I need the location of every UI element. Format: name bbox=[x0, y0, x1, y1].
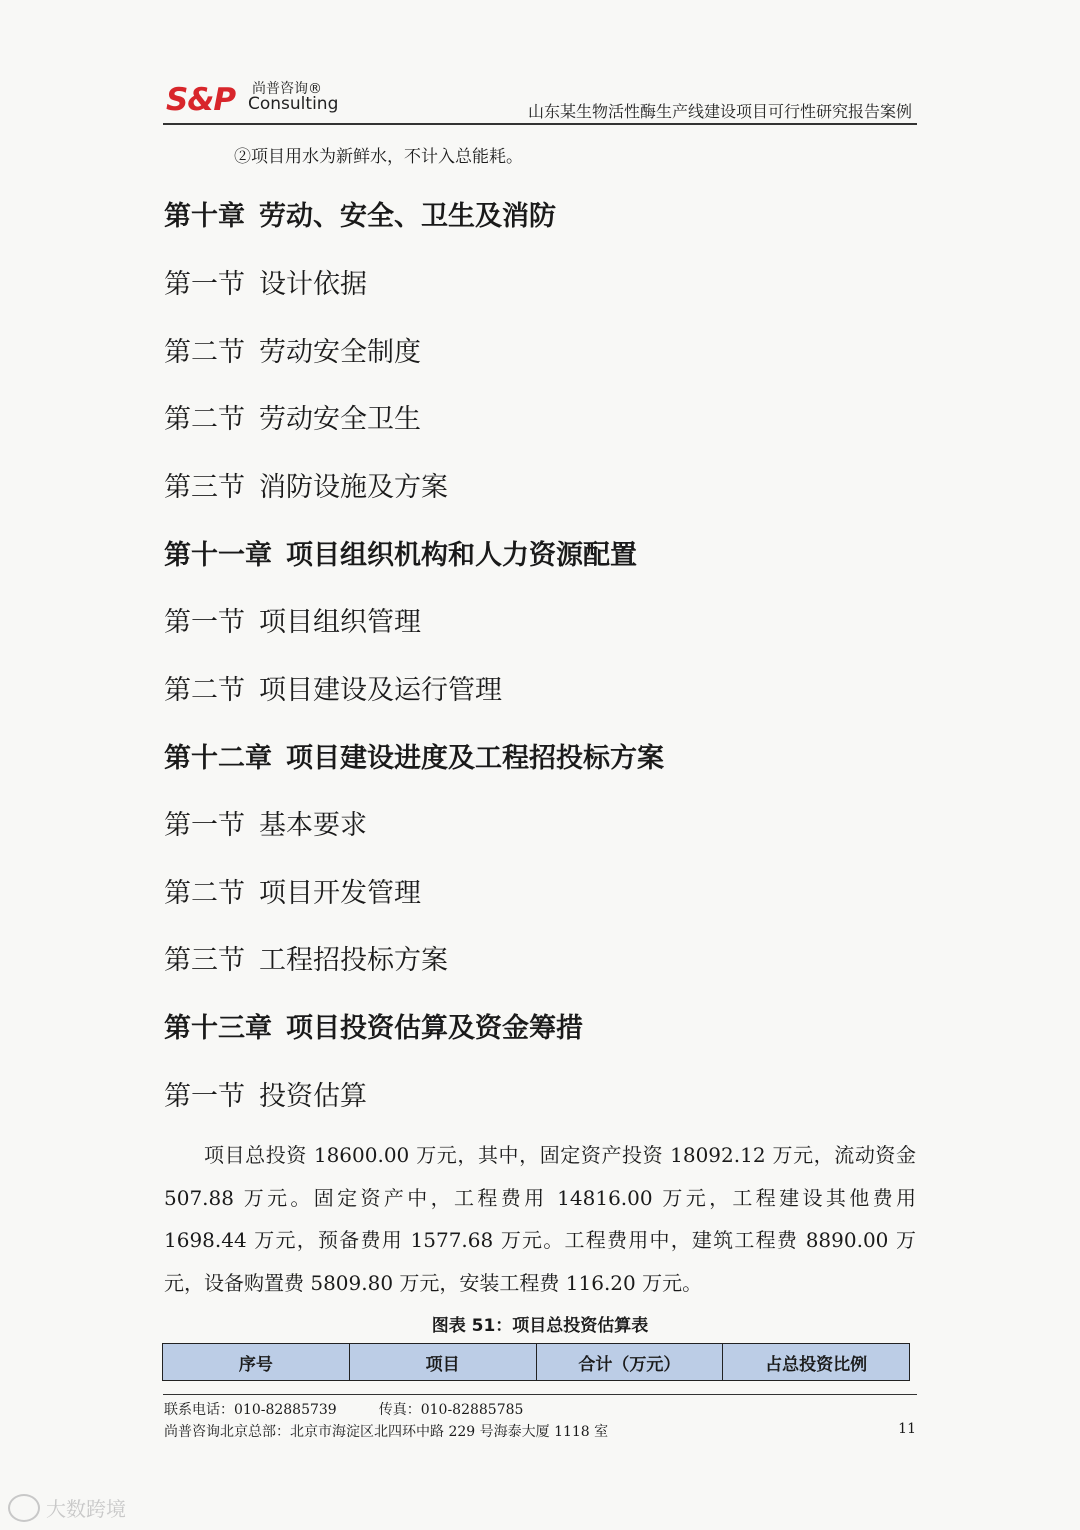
investment-table-header bbox=[162, 1343, 910, 1381]
logo-english-name: Consulting bbox=[248, 94, 339, 114]
watermark-logo-icon bbox=[8, 1494, 40, 1522]
report-title: 山东某生物活性酶生产线建设项目可行性研究报告案例 bbox=[527, 102, 912, 121]
logo-mark: S&P bbox=[166, 82, 236, 118]
header-divider bbox=[163, 123, 917, 125]
chapter-heading: 第十一章 项目组织机构和人力资源配置 bbox=[164, 540, 637, 571]
column-header-index: 序号 bbox=[163, 1344, 350, 1380]
chapter-heading: 第十二章 项目建设进度及工程招投标方案 bbox=[164, 743, 664, 774]
section-heading: 第一节 设计依据 bbox=[164, 269, 367, 300]
footer-address: 尚普咨询北京总部：北京市海淀区北四环中路 229 号海泰大厦 1118 室 bbox=[164, 1424, 609, 1440]
investment-paragraph: 项目总投资 18600.00 万元，其中，固定资产投资 18092.12 万元，流动资金 507.88 万元。固定资产中，工程费用 14816.00 万元，工程建设其他费用 1698.44 万元，预备费用 1577.68 万元。工程费用中，建筑工程费 8890.00 万元，设备购置费 5809.80 万元，安装工程费 116.20 万元。 bbox=[164, 1143, 916, 1295]
column-header-item: 项目 bbox=[350, 1344, 537, 1380]
logo-chinese-name: 尚普咨询® bbox=[252, 81, 322, 97]
energy-note: ②项目用水为新鲜水，不计入总能耗。 bbox=[234, 147, 523, 167]
column-header-ratio: 占总投资比例 bbox=[765, 1354, 868, 1375]
table-caption: 图表 51：项目总投资估算表 bbox=[431, 1316, 649, 1336]
footer-divider bbox=[163, 1394, 917, 1395]
footer-phone: 联系电话：010-82885739 bbox=[164, 1402, 337, 1418]
chapter-heading: 第十章 劳动、安全、卫生及消防 bbox=[164, 201, 556, 232]
section-heading: 第一节 基本要求 bbox=[164, 810, 367, 841]
section-heading: 第二节 项目开发管理 bbox=[164, 878, 421, 909]
watermark bbox=[8, 1493, 126, 1522]
column-header-total: 合计（万元） bbox=[537, 1344, 724, 1380]
section-heading: 第一节 项目组织管理 bbox=[164, 607, 421, 638]
footer-contact bbox=[164, 1399, 523, 1419]
watermark-text: 大数跨境 bbox=[46, 1497, 126, 1521]
chapter-heading: 第十三章 项目投资估算及资金筹措 bbox=[164, 1013, 583, 1044]
page-number: 11 bbox=[898, 1421, 916, 1437]
section-heading: 第一节 投资估算 bbox=[164, 1081, 367, 1112]
section-heading: 第二节 项目建设及运行管理 bbox=[164, 675, 502, 706]
section-heading: 第三节 工程招投标方案 bbox=[164, 945, 448, 976]
section-heading: 第三节 消防设施及方案 bbox=[164, 472, 448, 503]
footer-fax: 传真：010-82885785 bbox=[378, 1402, 524, 1418]
section-heading: 第二节 劳动安全制度 bbox=[164, 337, 421, 368]
section-heading: 第二节 劳动安全卫生 bbox=[164, 404, 421, 435]
